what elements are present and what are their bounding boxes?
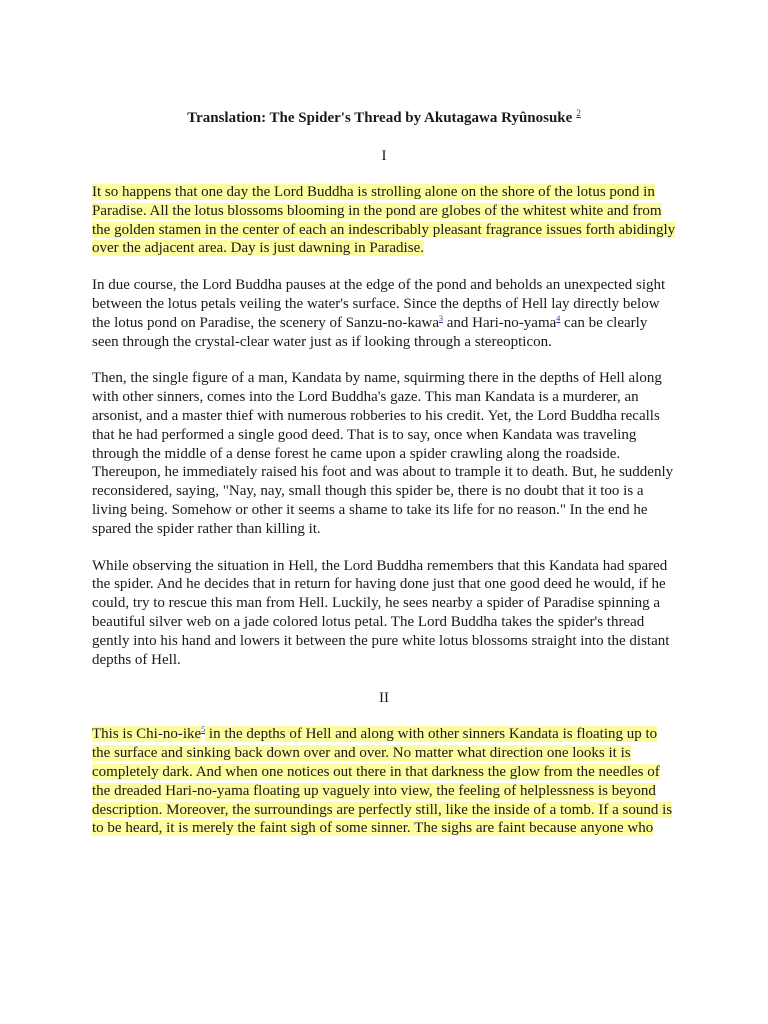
highlighted-text-a: This is Chi-no-ike (92, 726, 202, 743)
footnote-link-4[interactable]: 4 (556, 313, 561, 323)
title-footnote-link[interactable]: 2 (576, 108, 581, 118)
section-heading-1: I (381, 148, 387, 164)
paragraph-2-text-a: In due course, the Lord Buddha pauses at the edge of the pond and beholds an unexpected sight between the lotus petals veiling the water's surface. Since the depths of Hell lay directly below the lotus pond on Paradise, the scenery of Sanzu-no-kawa (92, 277, 666, 331)
paragraph-2 (92, 276, 676, 351)
paragraph-3: Then, the single figure of a man, Kandata by name, squirming there in the depths of Hell along with other sinners, comes into the Lord Buddha's gaze. This man Kandata is a murderer, an arsonist, and a master thief with numerous robberies to his credit. Yet, the Lord Buddha recalls that he had performed a single good deed. That is to say, once when Kandata was traveling through the middle of a dense forest he came upon a spider crawling along the roadside. Thereupon, he immediately raised his foot and was about to trample it to death. But, he suddenly reconsidered, saying, "Nay, nay, small though this spider be, there is no doubt that it too is a living being. Somehow or other it seems a shame to take its life for no reason." In the end he spared the spider rather than killing it. (92, 370, 674, 537)
paragraph-1 (92, 183, 676, 258)
paragraph-4: While observing the situation in Hell, the Lord Buddha remembers that this Kandata had spared the spider. And he decides that in return for having done just that one good deed he would, if he could, try to rescue this man from Hell. Luckily, he sees nearby a spider of Paradise spinning a beautiful silver web on a jade colored lotus petal. The Lord Buddha takes the spider's thread gently into his hand and lowers it between the pure white lotus blossoms straight into the distant depths of Hell. (92, 557, 670, 668)
document-title (92, 104, 676, 127)
highlighted-text: It so happens that one day the Lord Buddha is strolling alone on the shore of the lotus pond in Paradise. All the lotus blossoms blooming in the pond are globes of the whitest white and from the golden stamen in the center of each an indescribably pleasant fragrance issues forth abidingly over the adjacent area. Day is just dawning in Paradise. (92, 184, 676, 257)
footnote-link-5[interactable]: 5 (201, 725, 206, 735)
title-text: Translation: The Spider's Thread by Akutagawa Ryûnosuke (187, 110, 573, 126)
paragraph-2-text-b: and Hari-no-yama (443, 314, 557, 331)
footnote-link-3[interactable]: 3 (439, 313, 443, 323)
paragraph-2-text-c: can be clearly seen through the crystal-clear water just as if looking through a stereopticon. (92, 314, 648, 350)
highlighted-text-b: in the depths of Hell and along with other sinners Kandata is floating up to the surface and sinking back down over and over. No matter what direction one looks it is completely dark. And when one notices out there in that darkness the glow from the needles of the dreaded Hari-no-yama floating up vaguely into view, the feeling of helplessness is beyond description. Moreover, the surroundings are perfectly still, like the inside of a tomb. If a sound is to be heard, it is merely the faint sigh of some sinner. The sighs are faint because anyone who (92, 726, 673, 837)
section-heading-2: II (379, 690, 389, 707)
document-page (92, 100, 676, 838)
paragraph-5 (92, 725, 676, 838)
